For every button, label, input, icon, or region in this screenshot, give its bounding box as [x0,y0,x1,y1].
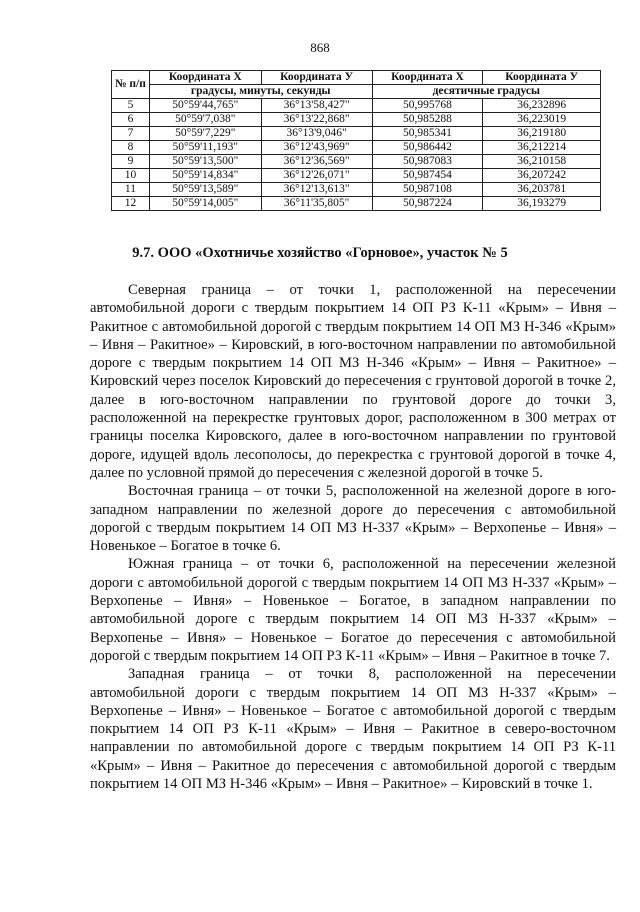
cell-x-dms: 50°59'13,500" [149,155,261,169]
cell-y-dec: 36,193279 [483,197,601,211]
cell-y-dms: 36°12'13,613" [261,183,372,197]
cell-y-dec: 36,223019 [483,113,601,127]
table-header-row [112,71,601,85]
table-row [112,113,601,127]
cell-number: 5 [112,99,150,113]
cell-x-dms: 50°59'7,038" [149,113,261,127]
cell-x-dec: 50,985341 [372,127,483,141]
cell-x-dec: 50,987108 [372,183,483,197]
cell-number: 6 [112,113,150,127]
cell-y-dms: 36°13'22,868" [261,113,372,127]
cell-x-dec: 50,987224 [372,197,483,211]
cell-y-dec: 36,232896 [483,99,601,113]
table-subheader-row [112,85,601,99]
paragraph-west-boundary: Западная граница – от точки 8, расположенной на пересечении автомобильной дороги с твердым покрытием 14 ОП МЗ Н-337 «Крым» – Верхопенье – Ивня» – Новенькое – Богатое с автомобильной дорогой с твердым покрытием 14 ОП РЗ К-11 «Крым» – Ивня – Ракитное в северо-восточном направлении по автомобильной дороге с твердым покрытием 14 ОП РЗ К-11 «Крым» – Ивня – Ракитное до пересечения с автомобильной дорогой с твердым покрытием 14 ОП МЗ Н-346 «Крым» – Ивня – Ракитное» – Кировский в точке 1. [90,666,616,793]
paragraph-north-boundary: Северная граница – от точки 1, расположенной на пересечении автомобильной дороги с твердым покрытием 14 ОП РЗ К-11 «Крым» – Ивня – Ракитное с автомобильной дорогой с твердым покрытием 14 ОП МЗ Н-346 «Крым» – Ивня – Ракитное» – Кировский, в юго-восточном направлении по автомобильной дороге с твердым покрытием 14 ОП МЗ Н-346 «Крым» – Ивня – Ракитное» – Кировский через поселок Кировский до пересечения с грунтовой дорогой в точке 2, далее в юго-восточном направлении по грунтовой дороге до точки 3, расположенной на перекрестке грунтовых дорог, расположенном в 300 метрах от границы поселка Кировского, далее в юго-восточном направлении по грунтовой дороге, идущей вдоль лесополосы, до перекрестка с грунтовой дорогой в точке 4, далее по условной прямой до пересечения с железной дорогой в точке 5. [90,282,616,481]
cell-y-dms: 36°12'36,569" [261,155,372,169]
cell-x-dec: 50,986442 [372,141,483,155]
table-body [112,99,601,211]
table-row [112,169,601,183]
table-row [112,127,601,141]
cell-number: 9 [112,155,150,169]
cell-y-dms: 36°11'35,805" [261,197,372,211]
cell-y-dec: 36,219180 [483,127,601,141]
cell-number: 8 [112,141,150,155]
cell-x-dms: 50°59'14,005" [149,197,261,211]
header-y-dms: Координата У [261,71,372,85]
table-row [112,155,601,169]
paragraph-south-boundary: Южная граница – от точки 6, расположенной на пересечении железной дороги с автомобильной дорогой с твердым покрытием 14 ОП МЗ Н-337 «Крым» – Верхопенье – Ивня» – Новенькое – Богатое, в западном направлении по автомобильной дороге с твердым покрытием 14 ОП МЗ Н-337 «Крым» – Верхопенье – Ивня» – Новенькое – Богатое до пересечения с автомобильной дорогой с твердым покрытием 14 ОП РЗ К-11 «Крым» – Ивня – Ракитное в точке 7. [90,556,616,664]
table-row [112,197,601,211]
section-title: 9.7. ООО «Охотничье хозяйство «Горновое», участок № 5 [132,245,508,261]
cell-y-dec: 36,212214 [483,141,601,155]
cell-number: 11 [112,183,150,197]
cell-x-dec: 50,987454 [372,169,483,183]
cell-x-dec: 50,995768 [372,99,483,113]
header-y-dec: Координата У [483,71,601,85]
coordinates-table [111,70,601,211]
cell-y-dms: 36°12'43,969" [261,141,372,155]
header-x-dms: Координата X [149,71,261,85]
cell-number: 10 [112,169,150,183]
section-body [90,281,616,793]
subheader-dec: десятичные градусы [372,85,600,99]
cell-number: 7 [112,127,150,141]
cell-number: 12 [112,197,150,211]
table-row [112,99,601,113]
cell-x-dec: 50,985288 [372,113,483,127]
cell-x-dms: 50°59'44,765" [149,99,261,113]
cell-y-dms: 36°13'58,427" [261,99,372,113]
cell-x-dms: 50°59'13,589" [149,183,261,197]
cell-x-dms: 50°59'7,229" [149,127,261,141]
page-number: 868 [310,40,330,55]
cell-x-dms: 50°59'11,193" [149,141,261,155]
cell-y-dms: 36°12'26,071" [261,169,372,183]
paragraph-east-boundary: Восточная граница – от точки 5, расположенной на железной дороге в юго-западном направлении по железной дороге до пересечения с автомобильной дорогой с твердым покрытием 14 ОП МЗ Н-337 «Крым» – Верхопенье – Ивня» – Новенькое – Богатое в точке 6. [90,483,616,555]
header-number: № п/п [112,71,150,99]
table-row [112,183,601,197]
table-row [112,141,601,155]
cell-x-dms: 50°59'14,834" [149,169,261,183]
cell-y-dec: 36,210158 [483,155,601,169]
cell-y-dec: 36,203781 [483,183,601,197]
cell-y-dec: 36,207242 [483,169,601,183]
header-x-dec: Координата X [372,71,483,85]
subheader-dms: градусы, минуты, секунды [149,85,372,99]
cell-y-dms: 36°13'9,046" [261,127,372,141]
cell-x-dec: 50,987083 [372,155,483,169]
